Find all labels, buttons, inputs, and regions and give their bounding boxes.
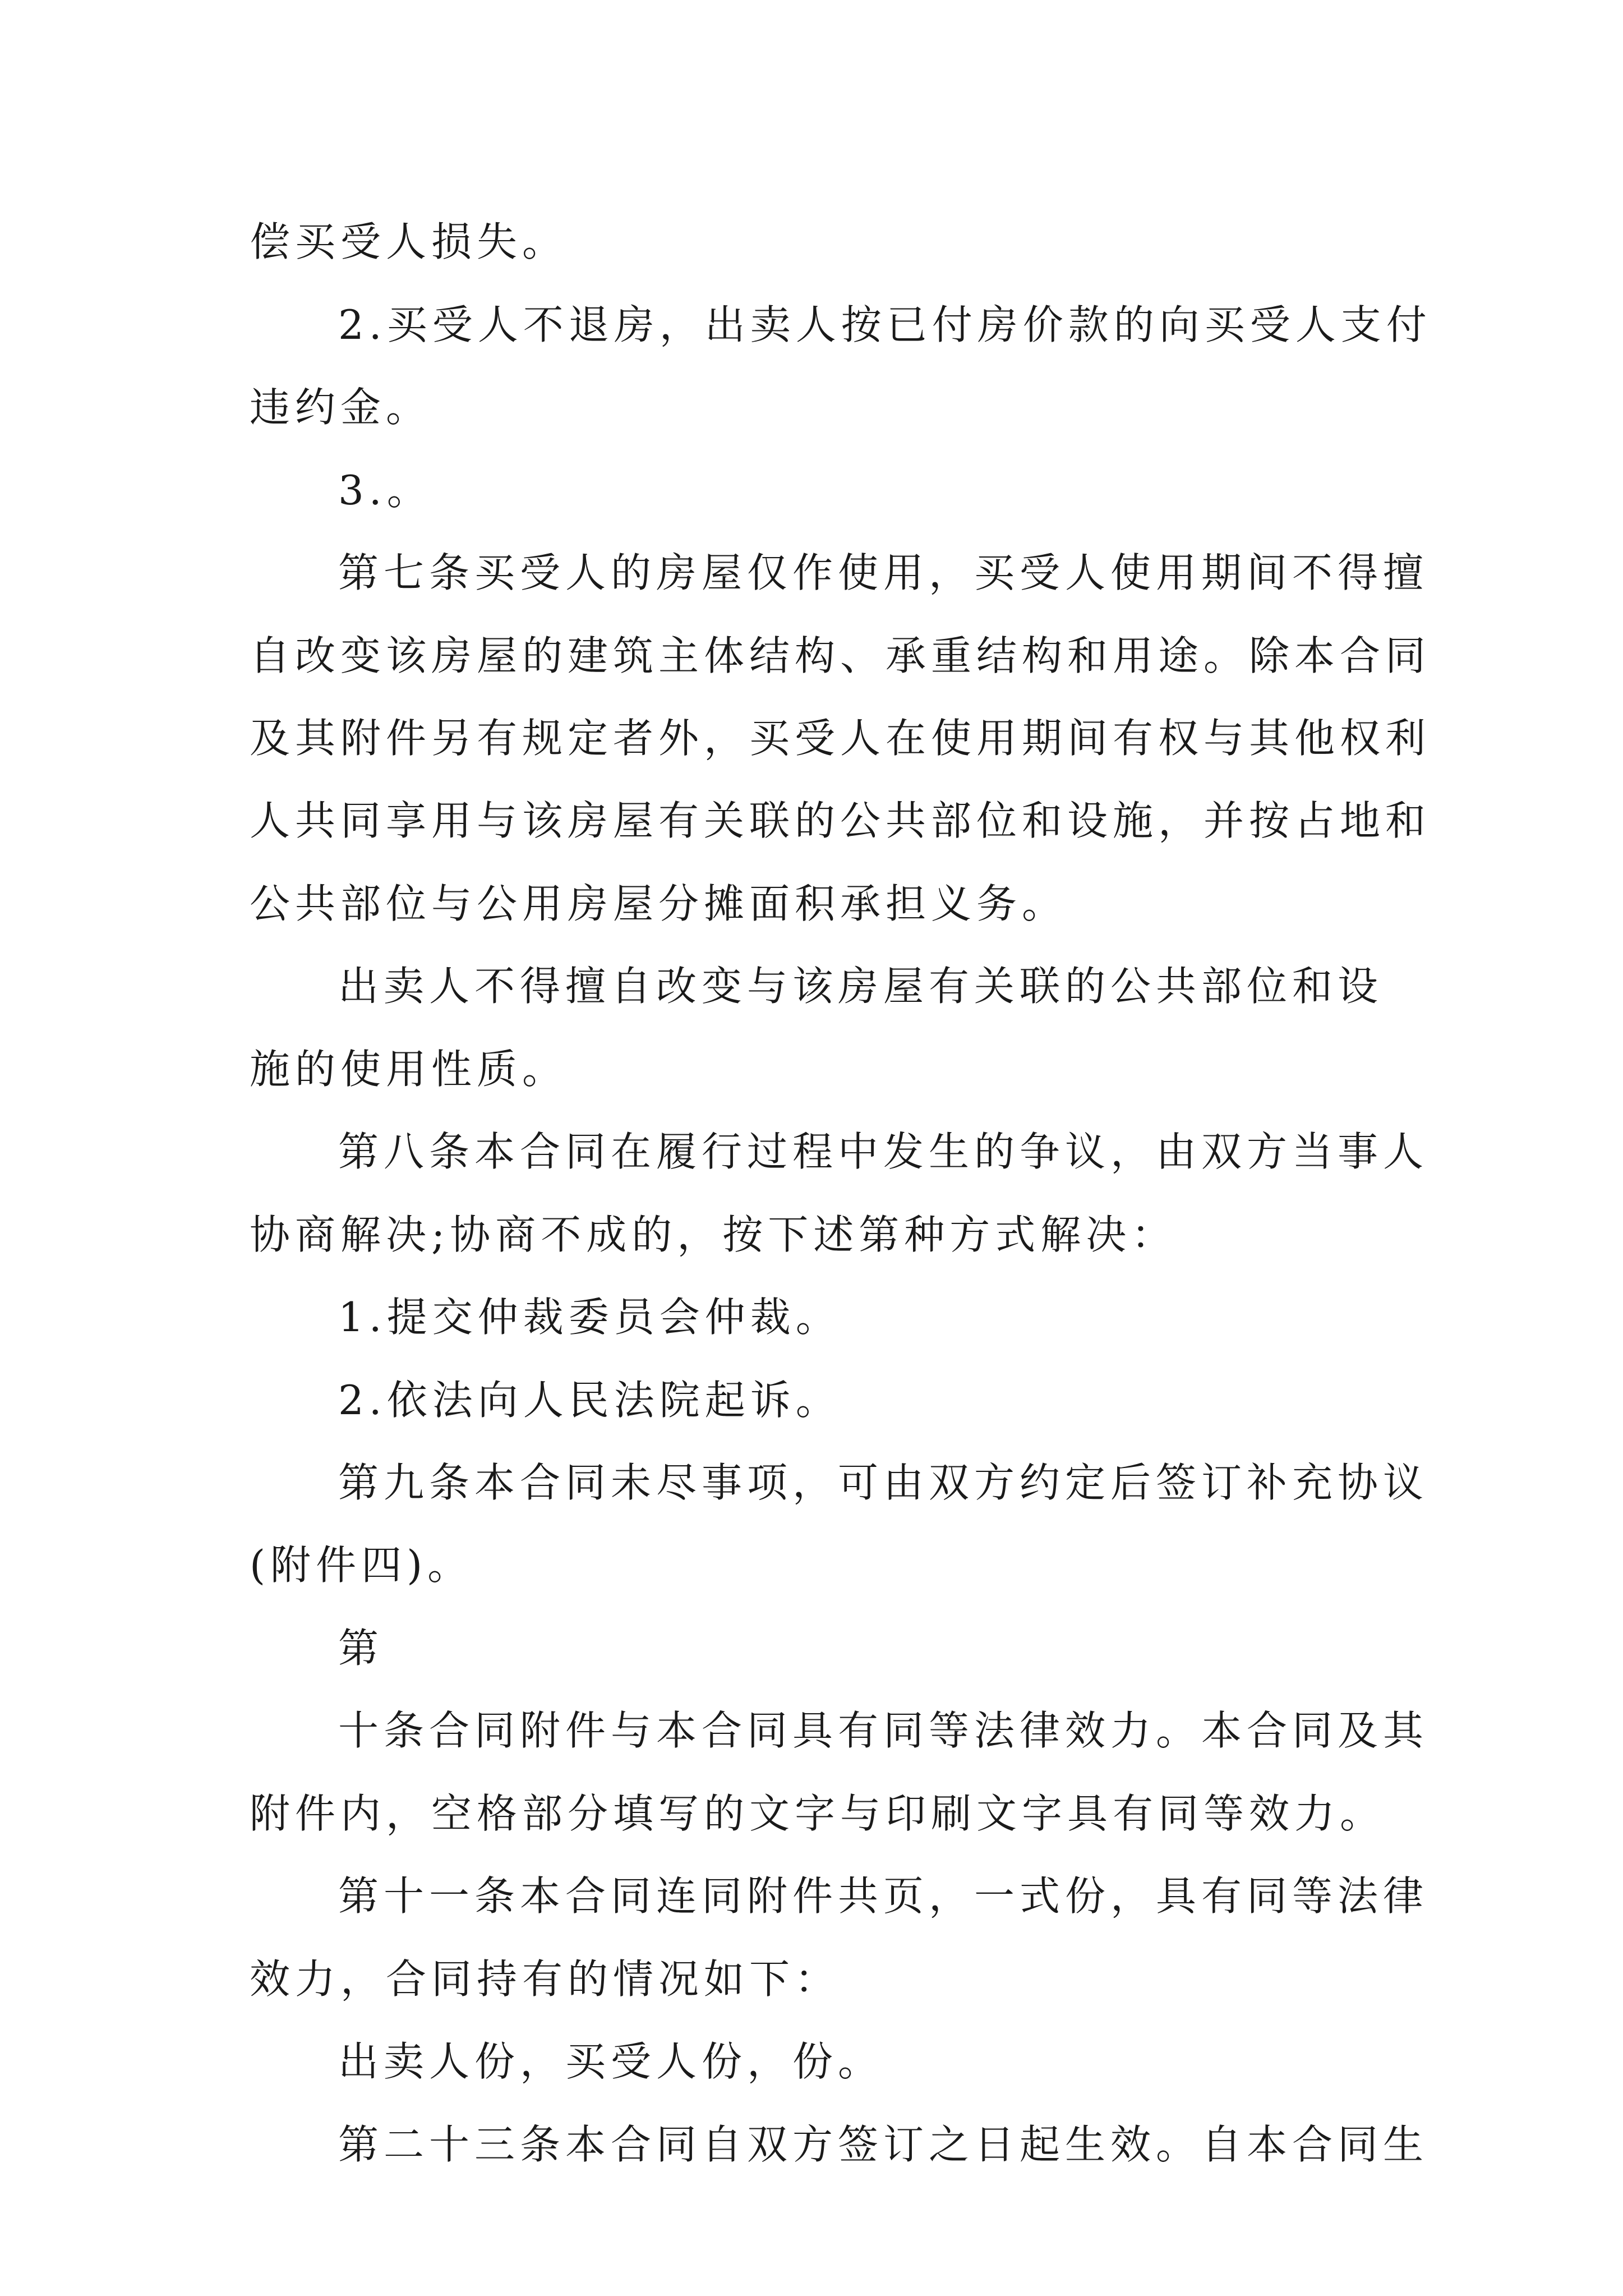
text-line: 出卖人不得擅自改变与该房屋有关联的公共部位和设 [338, 963, 1384, 1010]
text-line: 人共同享用与该房屋有关联的公共部位和设施，并按占地和 [250, 797, 1431, 844]
text-line: 出卖人份，买受人份，份。 [338, 2038, 884, 2085]
text-line: 协商解决;协商不成的，按下述第种方式解决： [250, 1211, 1177, 1258]
text-line: 效力，合同持有的情况如下： [250, 1955, 841, 2003]
text-line: 3.。 [338, 467, 432, 514]
text-line: 违约金。 [250, 384, 432, 431]
text-line: 施的使用性质。 [250, 1046, 568, 1093]
text-line: 第八条本合同在履行过程中发生的争议，由双方当事人 [338, 1128, 1429, 1175]
text-line: (附件四)。 [250, 1542, 473, 1589]
text-line: 第 [338, 1625, 384, 1672]
text-line: 第十一条本合同连同附件共页，一式份，具有同等法律 [338, 1872, 1429, 1920]
text-line: 2.买受人不退房，出卖人按已付房价款的向买受人支付 [338, 301, 1432, 348]
text-line: 十条合同附件与本合同具有同等法律效力。本合同及其 [338, 1707, 1429, 1754]
text-line: 第二十三条本合同自双方签订之日起生效。自本合同生 [338, 2121, 1429, 2168]
text-line: 1.提交仲裁委员会仲裁。 [338, 1294, 841, 1341]
text-line: 及其附件另有规定者外，买受人在使用期间有权与其他权利 [250, 715, 1431, 762]
text-line: 第九条本合同未尽事项，可由双方约定后签订补充协议 [338, 1459, 1429, 1506]
text-line: 附件内，空格部分填写的文字与印刷文字具有同等效力。 [250, 1790, 1386, 1837]
text-line: 偿买受人损失。 [250, 218, 568, 265]
text-line: 自改变该房屋的建筑主体结构、承重结构和用途。除本合同 [250, 632, 1431, 679]
text-line: 第七条买受人的房屋仅作使用，买受人使用期间不得擅 [338, 549, 1429, 596]
text-line: 2.依法向人民法院起诉。 [338, 1377, 841, 1424]
text-line: 公共部位与公用房屋分摊面积承担义务。 [250, 880, 1068, 927]
